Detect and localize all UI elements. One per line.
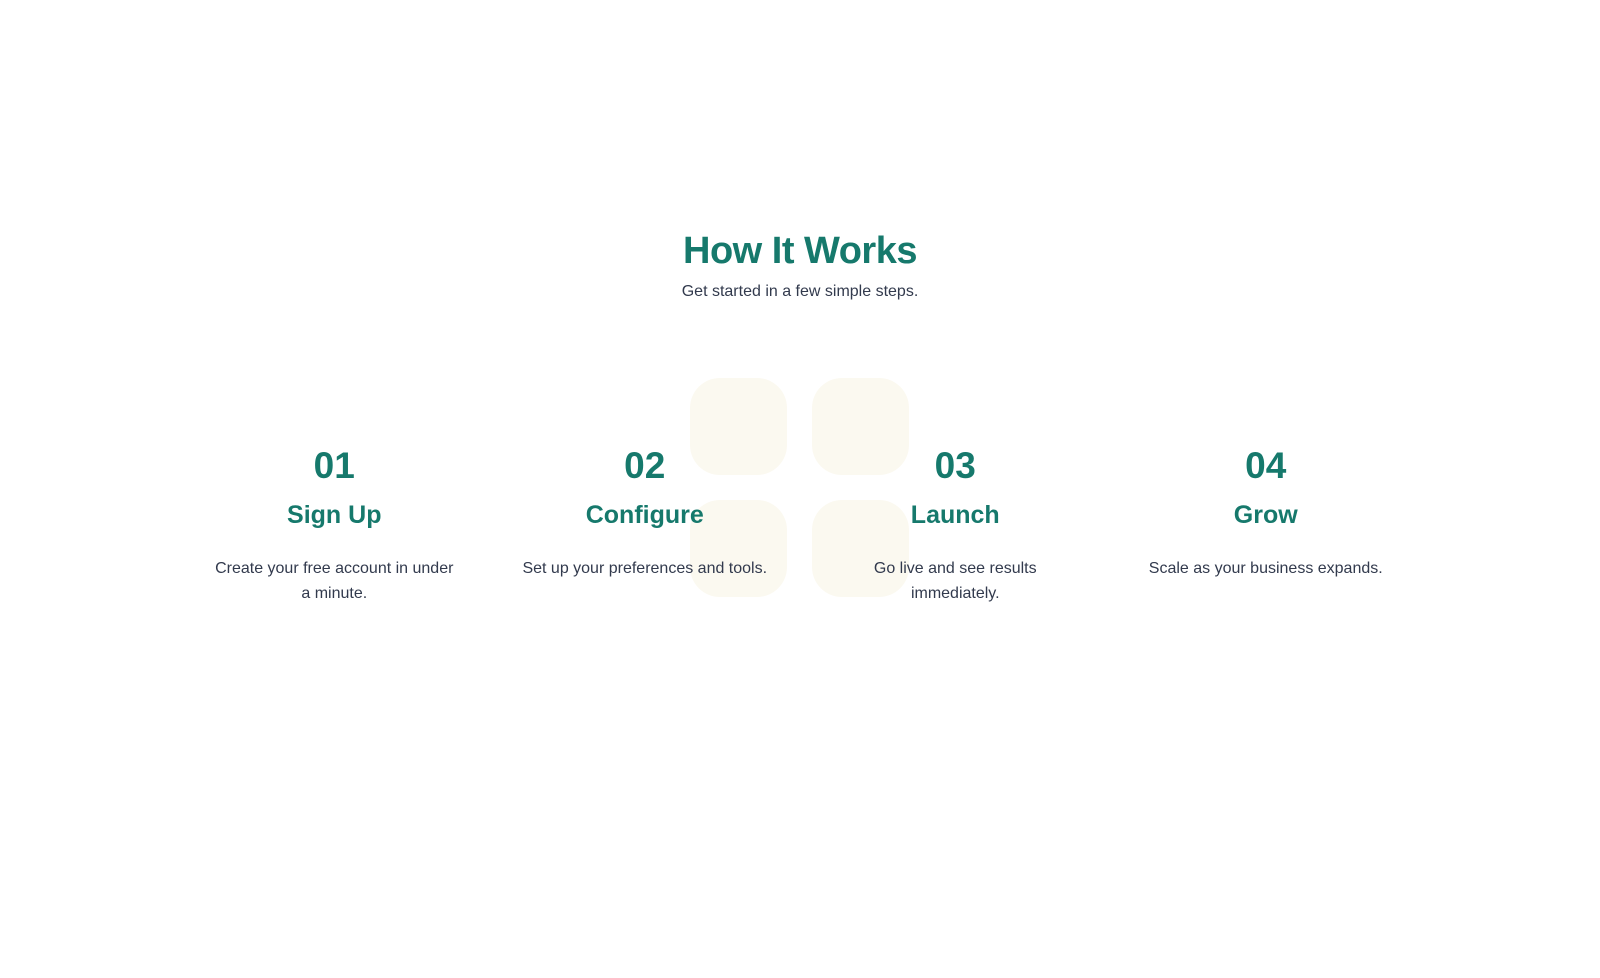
section-title: How It Works xyxy=(683,229,917,272)
step-number: 01 xyxy=(313,445,355,486)
steps-row xyxy=(179,446,1421,606)
step-card-grow xyxy=(1111,446,1422,606)
step-card-sign-up xyxy=(179,446,490,606)
step-title: Sign Up xyxy=(287,501,382,529)
step-title: Configure xyxy=(585,501,704,529)
step-number: 03 xyxy=(934,445,976,486)
section-subtitle: Get started in a few simple steps. xyxy=(681,283,919,300)
step-card-configure xyxy=(490,446,801,606)
step-description: Set up your preferences and tools. xyxy=(522,560,768,577)
step-number: 02 xyxy=(624,445,666,486)
step-title: Grow xyxy=(1233,501,1298,529)
step-number: 04 xyxy=(1245,445,1287,486)
step-card-launch xyxy=(800,446,1111,606)
step-description: Go live and see results immediately. xyxy=(873,560,1037,602)
step-title: Launch xyxy=(910,501,1000,529)
step-description: Create your free account in under a minute. xyxy=(215,560,454,602)
step-description: Scale as your business expands. xyxy=(1148,560,1383,577)
